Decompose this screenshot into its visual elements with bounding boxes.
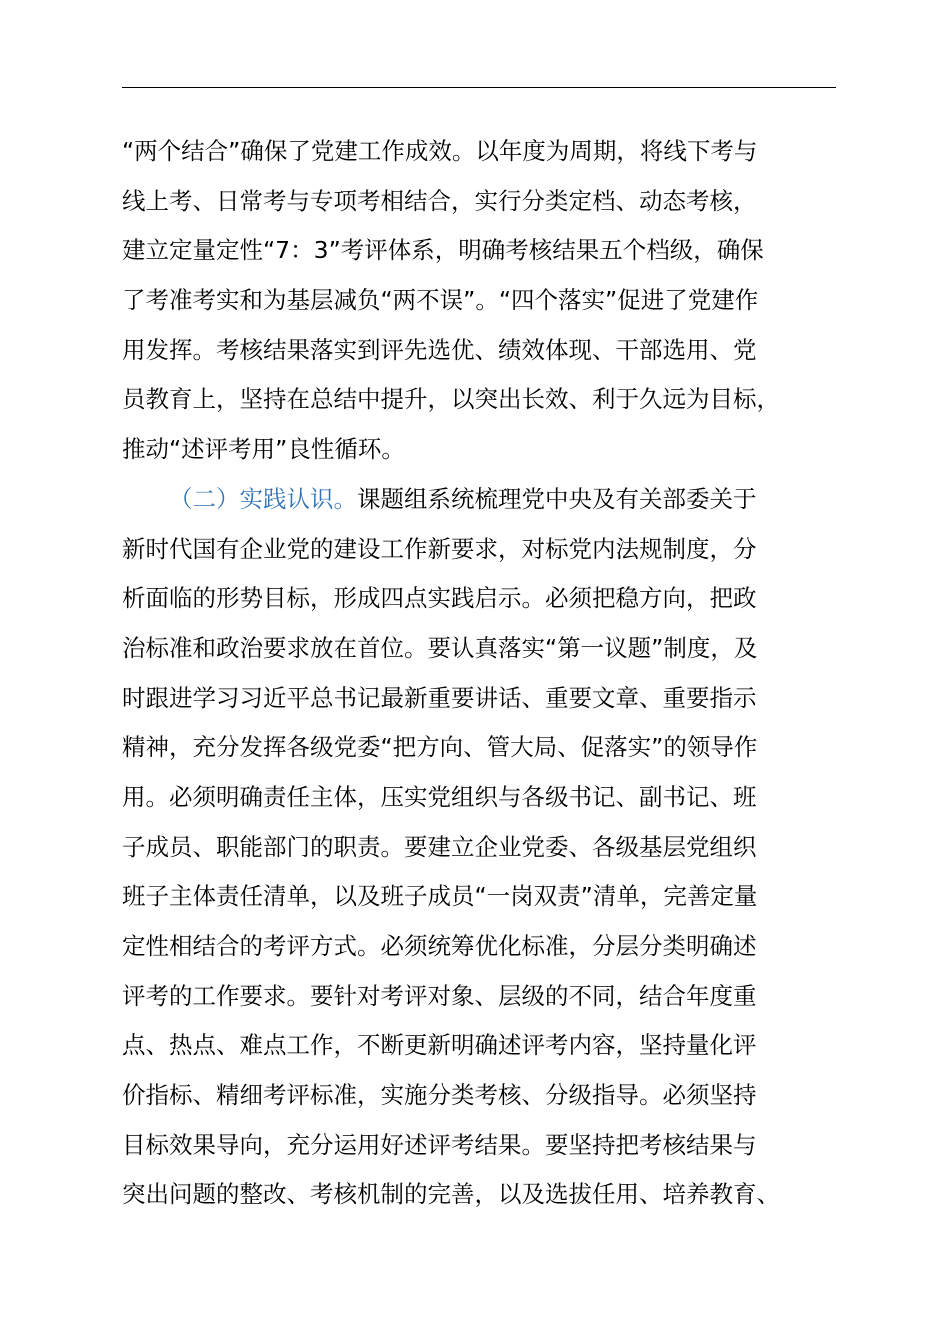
text-line: 精神，充分发挥各级党委“把方向、管大局、促落实”的领导作 — [122, 733, 758, 762]
text-line: 用。必须明确责任主体，压实党组织与各级书记、副书记、班 — [122, 782, 757, 811]
header-rule — [122, 87, 836, 88]
text-line: 点、热点、难点工作，不断更新明确述评考内容，坚持量化评 — [122, 1031, 757, 1060]
text-line: 了考准考实和为基层减负“两不误”。“四个落实”促进了党建作 — [122, 286, 759, 315]
text-line: 推动“述评考用”良性循环。 — [122, 435, 405, 464]
text-line: “两个结合”确保了党建工作成效。以年度为周期，将线下考与 — [122, 137, 758, 165]
text-line: 班子主体责任清单，以及班子成员“一岗双责”清单，完善定量 — [122, 882, 758, 911]
section-heading-line — [122, 475, 862, 525]
text-line: 子成员、职能部门的职责。要建立企业党委、各级基层党组织 — [122, 832, 757, 861]
text-line: 治标准和政治要求放在首位。要认真落实“第一议题”制度，及 — [122, 633, 758, 662]
text-line: 员教育上，坚持在总结中提升，以突出长效、利于久远为目标， — [122, 385, 780, 414]
text-line: 价指标、精细考评标准，实施分类考核、分级指导。必须坚持 — [122, 1081, 757, 1110]
text-line: 定性相结合的考评方式。必须统筹优化标准，分层分类明确述 — [122, 932, 757, 960]
text-line: 线上考、日常考与专项考相结合，实行分类定档、动态考核， — [122, 186, 757, 215]
text-line: 突出问题的整改、考核机制的完善，以及选拔任用、培养教育、 — [122, 1180, 780, 1209]
text-line: 时跟进学习习近平总书记最新重要讲话、重要文章、重要指示 — [122, 683, 757, 712]
text-line: 评考的工作要求。要针对考评对象、层级的不同，结合年度重 — [122, 981, 757, 1010]
section-heading-text: 课题组系统梳理党中央及有关部委关于 — [357, 484, 757, 513]
section-heading: （二）实践认识。 — [169, 484, 357, 513]
text-line: 用发挥。考核结果落实到评先选优、绩效体现、干部选用、党 — [122, 335, 757, 364]
text-line: 目标效果导向，充分运用好述评考结果。要坚持把考核结果与 — [122, 1130, 757, 1159]
text-line: 析面临的形势目标，形成四点实践启示。必须把稳方向，把政 — [122, 584, 757, 613]
body-text — [122, 127, 862, 1220]
text-line: 建立定量定性“7：3”考评体系，明确考核结果五个档级，确保 — [122, 236, 764, 265]
text-line: 新时代国有企业党的建设工作新要求，对标党内法规制度，分 — [122, 534, 757, 563]
